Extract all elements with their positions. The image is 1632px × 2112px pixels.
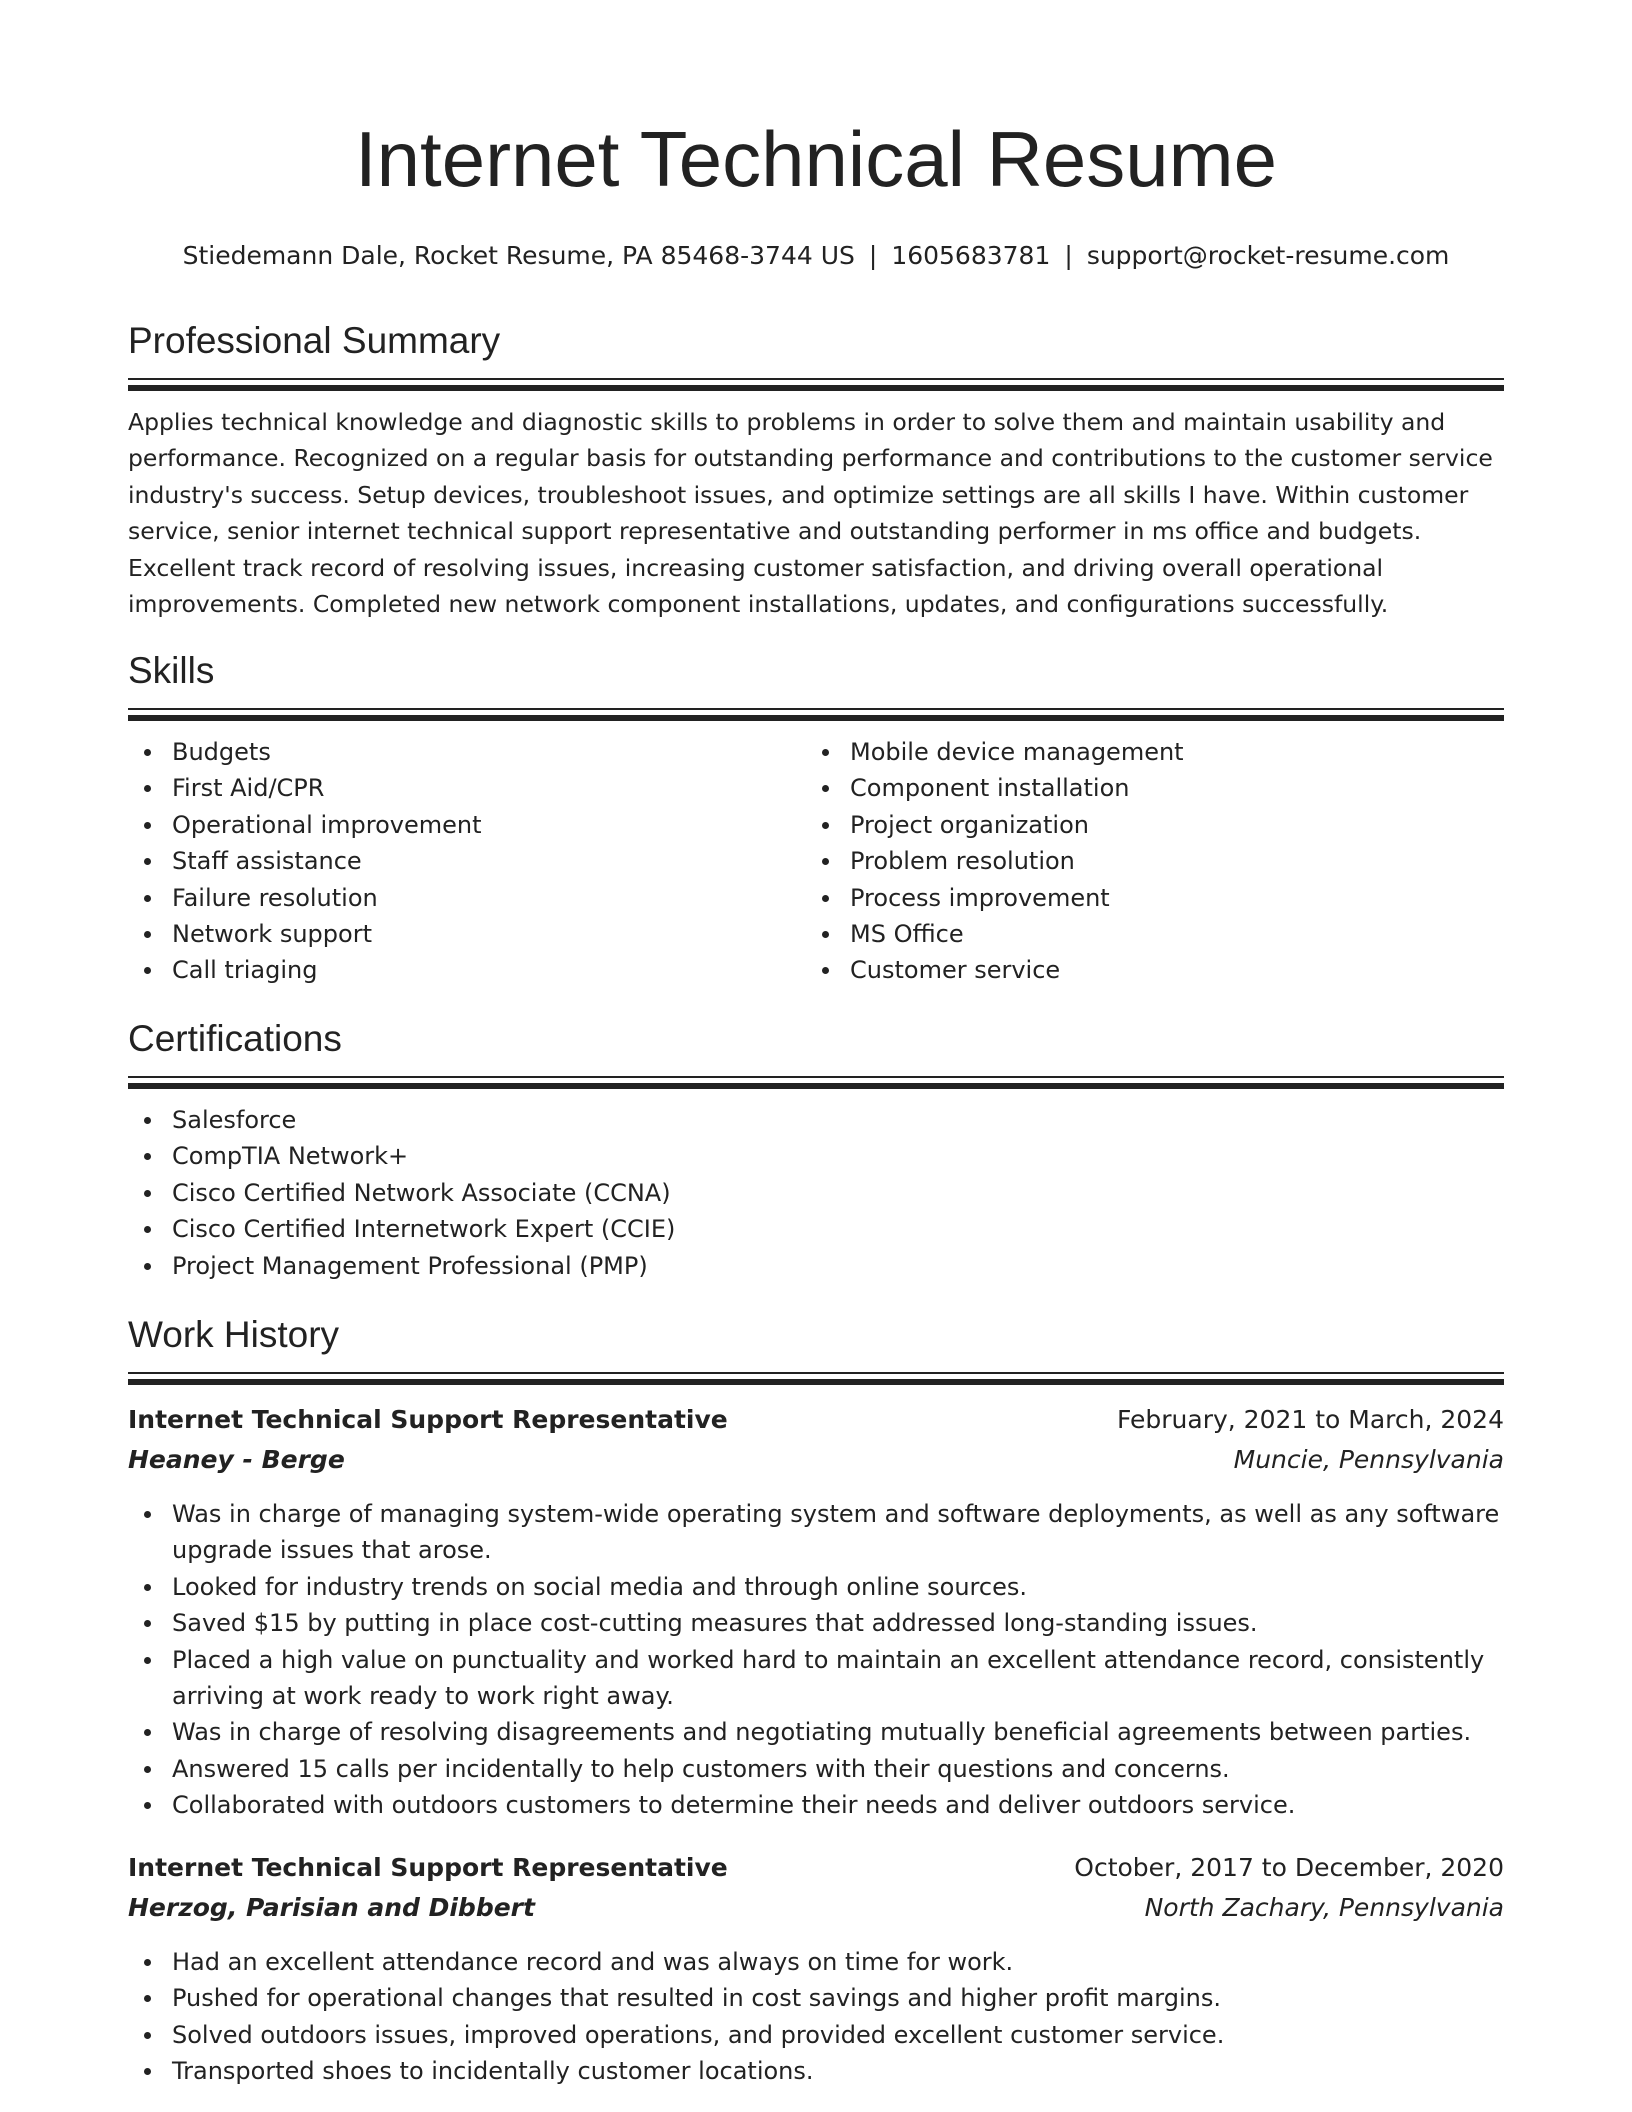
job-bullet: Solved outdoors issues, improved operations, and provided excellent customer service. — [128, 2017, 1504, 2053]
summary-line: improvements. Completed new network component installations, updates, and configurations successfully. — [128, 590, 1389, 619]
job-bullet: Pushed for operational changes that resulted in cost savings and higher profit margins. — [128, 1980, 1504, 2016]
section-divider — [128, 1372, 1504, 1374]
job-bullet: Looked for industry trends on social media and through online sources. — [128, 1569, 1504, 1605]
job-bullets — [128, 1944, 1504, 2090]
certification-item: Project Management Professional (PMP) — [128, 1248, 1504, 1284]
skill-item: Process improvement — [806, 880, 1486, 916]
certifications-heading: Certifications — [128, 1018, 342, 1059]
skill-item: Customer service — [806, 952, 1486, 988]
skill-item: Component installation — [806, 770, 1486, 806]
contact-separator: | — [1064, 241, 1073, 270]
job-dates: February, 2021 to March, 2024 — [1116, 1405, 1504, 1434]
work-heading: Work History — [128, 1314, 340, 1355]
contact-phone: 1605683781 — [891, 241, 1051, 270]
skills-heading: Skills — [128, 650, 215, 691]
section-divider — [128, 708, 1504, 710]
job-bullet: Saved $15 by putting in place cost-cutting measures that addressed long-standing issues. — [128, 1605, 1504, 1641]
skill-item: Network support — [128, 916, 808, 952]
job-bullets — [128, 1496, 1504, 1824]
job-bullet — [128, 1642, 1504, 1715]
section-divider — [128, 1379, 1504, 1385]
job-bullet-text: Was in charge of managing system-wide operating system and software deployments, as well as any software — [172, 1500, 1500, 1528]
certifications-section-header — [128, 1016, 1504, 1089]
job-employer-row — [128, 1890, 1504, 1926]
certification-item: Cisco Certified Network Associate (CCNA) — [128, 1175, 1504, 1211]
skill-item: First Aid/CPR — [128, 770, 808, 806]
certification-item: Salesforce — [128, 1102, 1504, 1138]
job-bullet: Transported shoes to incidentally customer locations. — [128, 2053, 1504, 2089]
job-employer-row — [128, 1442, 1504, 1478]
summary-line: Excellent track record of resolving issues, increasing customer satisfaction, and driving overall operational — [128, 553, 1384, 582]
job-title: Internet Technical Support Representative — [128, 1405, 728, 1434]
section-divider — [128, 385, 1504, 391]
section-divider — [128, 1083, 1504, 1089]
job-bullet-text: arriving at work ready to work right away. — [172, 1682, 674, 1711]
summary-line: industry's success. Setup devices, troubleshoot issues, and optimize settings are all skills I have. Within customer — [128, 480, 1469, 509]
skills-column-left — [128, 734, 808, 989]
skill-item: Project organization — [806, 807, 1486, 843]
summary-section-header — [128, 318, 1504, 391]
job-bullet: Collaborated with outdoors customers to determine their needs and deliver outdoors service. — [128, 1787, 1504, 1823]
summary-heading: Professional Summary — [128, 320, 501, 361]
job-bullet: Answered 15 calls per incidentally to help customers with their questions and concerns. — [128, 1751, 1504, 1787]
skills-section-header — [128, 648, 1504, 721]
summary-line: Applies technical knowledge and diagnostic skills to problems in order to solve them and maintain usability and — [128, 408, 1446, 436]
section-divider — [128, 378, 1504, 380]
contact-separator: | — [868, 241, 878, 270]
job-header — [128, 1402, 1504, 1438]
section-divider — [128, 715, 1504, 721]
job-title: Internet Technical Support Representative — [128, 1853, 728, 1882]
job-header — [128, 1850, 1504, 1886]
skill-item: Mobile device management — [806, 734, 1486, 770]
job-bullet — [128, 1496, 1504, 1569]
skill-item: Operational improvement — [128, 807, 808, 843]
contact-address: Stiedemann Dale, Rocket Resume, PA 85468-3744 US — [182, 241, 855, 270]
work-section-header — [128, 1312, 1504, 1385]
certification-item: Cisco Certified Internetwork Expert (CCIE) — [128, 1211, 1504, 1247]
summary-text — [128, 404, 1504, 622]
job-company: Herzog, Parisian and Dibbert — [128, 1893, 535, 1922]
skill-item: Problem resolution — [806, 843, 1486, 879]
skill-item: Failure resolution — [128, 880, 808, 916]
skill-item: MS Office — [806, 916, 1486, 952]
certification-item: CompTIA Network+ — [128, 1138, 1504, 1174]
job-bullet: Was in charge of resolving disagreements and negotiating mutually beneficial agreements between parties. — [128, 1714, 1504, 1750]
certifications-list — [128, 1102, 1504, 1284]
skill-item: Staff assistance — [128, 843, 808, 879]
job-bullet-text: Placed a high value on punctuality and worked hard to maintain an excellent attendance record, consistently — [172, 1645, 1485, 1674]
job-dates: October, 2017 to December, 2020 — [1074, 1853, 1504, 1882]
summary-line: performance. Recognized on a regular basis for outstanding performance and contributions to the customer service — [128, 444, 1493, 473]
resume-title: Internet Technical Resume — [354, 115, 1278, 203]
contact-email: support@rocket-resume.com — [1086, 241, 1450, 270]
skill-item: Call triaging — [128, 952, 808, 988]
summary-line: service, senior internet technical support representative and outstanding performer in ms office and budgets. — [128, 517, 1422, 546]
job-location: North Zachary, Pennsylvania — [1144, 1893, 1504, 1922]
job-bullet: Had an excellent attendance record and was always on time for work. — [128, 1944, 1504, 1980]
job-bullet-text: upgrade issues that arose. — [172, 1536, 492, 1565]
job-company: Heaney - Berge — [128, 1445, 345, 1474]
skill-item: Budgets — [128, 734, 808, 770]
section-divider — [128, 1076, 1504, 1078]
skills-column-right — [806, 734, 1486, 989]
contact-line — [128, 240, 1504, 272]
job-location: Muncie, Pennsylvania — [1233, 1445, 1504, 1474]
